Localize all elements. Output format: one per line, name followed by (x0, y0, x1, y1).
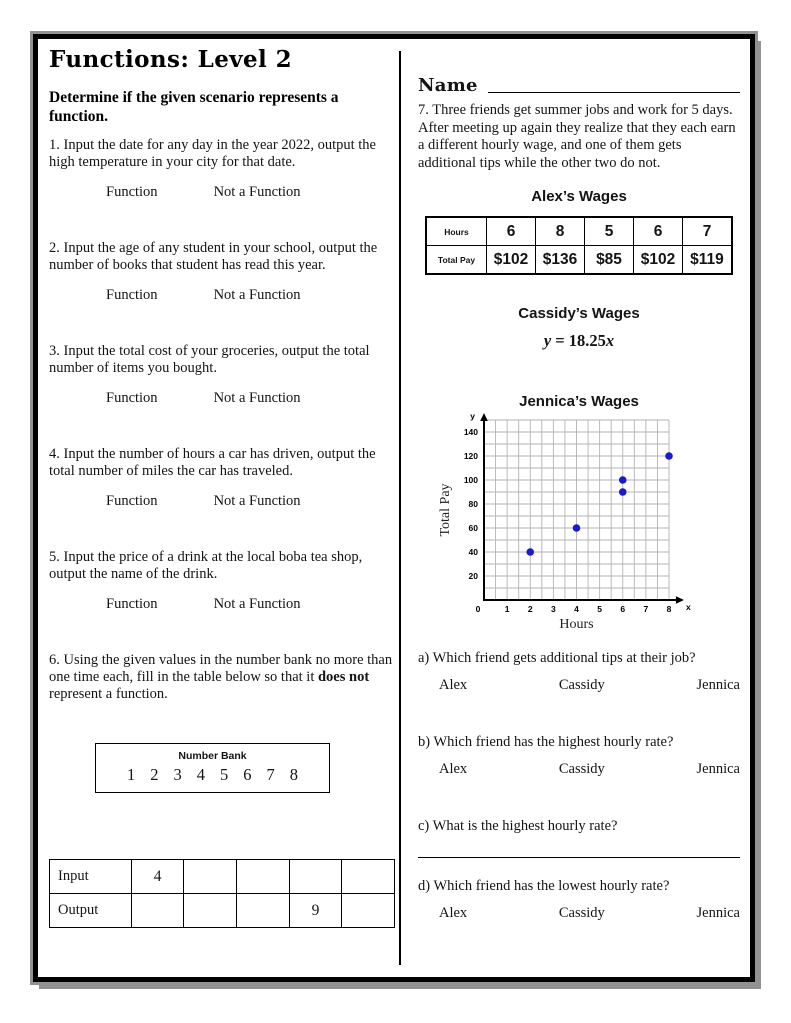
svg-text:2: 2 (527, 604, 533, 614)
not-a-function-option[interactable]: Not a Function (213, 184, 301, 200)
input-cell-1: 4 (131, 860, 184, 894)
svg-text:Hours: Hours (559, 617, 594, 632)
svg-text:y: y (470, 412, 475, 421)
hours-value: 8 (536, 217, 585, 246)
number-bank-value: 8 (289, 765, 298, 784)
total-pay-value: $85 (585, 246, 634, 275)
input-output-table (49, 859, 395, 928)
not-a-function-option[interactable]: Not a Function (213, 287, 301, 303)
svg-text:0: 0 (475, 604, 481, 614)
left-column (49, 39, 395, 928)
cassidy-wages-title: Cassidy’s Wages (518, 305, 640, 322)
function-option[interactable]: Function (106, 390, 158, 406)
alex-wages-title: Alex’s Wages (531, 188, 627, 205)
question-4-text: 4. Input the number of hours a car has driven, output the total number of miles the car has traveled. (49, 446, 376, 479)
number-bank-title: Number Bank (178, 750, 247, 762)
hours-value: 7 (683, 217, 733, 246)
svg-text:80: 80 (468, 499, 478, 509)
page-border-frame (33, 34, 755, 982)
answer-option-cassidy[interactable]: Cassidy (558, 905, 605, 921)
sub-question-d-label: d) Which friend has the lowest hourly rate? (418, 878, 670, 894)
svg-text:120: 120 (463, 451, 478, 461)
total-pay-value: $119 (683, 246, 733, 275)
function-option[interactable]: Function (106, 596, 158, 612)
question-3-text: 3. Input the total cost of your groceries, output the total number of items you bought. (49, 343, 370, 376)
function-option[interactable]: Function (106, 287, 158, 303)
question-5 (49, 549, 395, 652)
input-row-label: Input (50, 860, 132, 894)
svg-text:4: 4 (574, 604, 579, 614)
question-5-text: 5. Input the price of a drink at the local boba tea shop, output the name of the drink. (49, 549, 363, 582)
question-5-options (106, 596, 395, 613)
jennica-wages-chart-wrap (436, 412, 740, 639)
svg-text:Total Pay: Total Pay (438, 483, 453, 537)
input-cell-4[interactable] (289, 860, 342, 894)
question-1-text: 1. Input the date for any day in the year 2022, output the high temperature in your city for that date. (49, 137, 376, 170)
svg-text:60: 60 (468, 523, 478, 533)
svg-text:5: 5 (597, 604, 602, 614)
question-1-options (106, 184, 395, 201)
question-3 (49, 343, 395, 446)
svg-text:1: 1 (504, 604, 510, 614)
hours-value: 5 (585, 217, 634, 246)
answer-option-cassidy[interactable]: Cassidy (558, 761, 605, 777)
output-cell-2[interactable] (184, 894, 237, 928)
jennica-wages-title: Jennica’s Wages (519, 393, 639, 410)
page-title: Functions: Level 2 (49, 46, 292, 73)
svg-text:40: 40 (468, 547, 478, 557)
cassidy-wage-equation: y = 18.25x (543, 331, 615, 350)
answer-option-jennica[interactable]: Jennica (696, 677, 740, 693)
sub-question-a-options (418, 677, 740, 694)
number-bank-value: 3 (173, 765, 182, 784)
not-a-function-option[interactable]: Not a Function (213, 596, 301, 612)
svg-text:140: 140 (463, 427, 478, 437)
input-cell-5[interactable] (342, 860, 395, 894)
output-cell-3[interactable] (237, 894, 290, 928)
question-2-options (106, 287, 395, 304)
input-cell-3[interactable] (237, 860, 290, 894)
number-bank-box (95, 743, 330, 793)
answer-option-jennica[interactable]: Jennica (696, 761, 740, 777)
output-cell-4: 9 (289, 894, 342, 928)
not-a-function-option[interactable]: Not a Function (213, 390, 301, 406)
answer-option-alex[interactable]: Alex (439, 677, 468, 693)
svg-text:7: 7 (643, 604, 649, 614)
sub-question-b-label: b) Which friend has the highest hourly rate? (418, 734, 674, 750)
not-a-function-option[interactable]: Not a Function (213, 493, 301, 509)
svg-text:100: 100 (463, 475, 478, 485)
answer-option-jennica[interactable]: Jennica (696, 905, 740, 921)
right-column (418, 39, 740, 922)
instructions-text: Determine if the given scenario represents a function. (49, 89, 339, 125)
answer-option-alex[interactable]: Alex (439, 905, 468, 921)
hours-label: Hours (426, 217, 487, 246)
total-pay-label: Total Pay (426, 246, 487, 275)
answer-option-alex[interactable]: Alex (439, 761, 468, 777)
question-4 (49, 446, 395, 549)
number-bank-value: 7 (266, 765, 275, 784)
jennica-wages-scatter-chart (436, 412, 714, 634)
svg-text:6: 6 (620, 604, 626, 614)
function-option[interactable]: Function (106, 184, 158, 200)
sub-question-c-label: c) What is the highest hourly rate? (418, 818, 618, 834)
sub-question-d (418, 877, 740, 922)
name-row (418, 75, 740, 96)
total-pay-value: $102 (487, 246, 536, 275)
question-7-text: 7. Three friends get summer jobs and work for 5 days. After meeting up again they realize that they each earn a different hourly wage, and one of them gets additional tips while the other two do not. (418, 102, 736, 171)
alex-wages-table (425, 216, 733, 275)
number-bank-value: 6 (243, 765, 252, 784)
question-3-options (106, 390, 395, 407)
sub-question-d-options (418, 905, 740, 922)
number-bank-value: 1 (127, 765, 136, 784)
sub-question-a (418, 649, 740, 694)
svg-text:8: 8 (666, 604, 672, 614)
name-blank-line[interactable] (488, 91, 740, 93)
sub-question-a-label: a) Which friend gets additional tips at their job? (418, 650, 696, 666)
table-row-output (50, 894, 395, 928)
total-pay-value: $136 (536, 246, 585, 275)
total-pay-value: $102 (634, 246, 683, 275)
sub-question-b (418, 733, 740, 778)
column-divider (399, 51, 401, 965)
svg-text:x: x (686, 602, 691, 612)
table-row-input (50, 860, 395, 894)
svg-text:20: 20 (468, 571, 478, 581)
question-2 (49, 240, 395, 343)
answer-blank-line[interactable] (418, 857, 740, 859)
output-row-label: Output (50, 894, 132, 928)
question-2-text: 2. Input the age of any student in your school, output the number of books that student has read this year. (49, 240, 378, 273)
question-4-options (106, 493, 395, 510)
name-label: Name (418, 75, 478, 96)
number-bank-value: 4 (196, 765, 205, 784)
number-bank-value: 5 (220, 765, 229, 784)
output-cell-1[interactable] (131, 894, 184, 928)
answer-option-cassidy[interactable]: Cassidy (558, 677, 605, 693)
hours-value: 6 (487, 217, 536, 246)
table-row-hours (426, 217, 732, 246)
sub-question-c (418, 817, 740, 859)
svg-text:3: 3 (551, 604, 556, 614)
function-option[interactable]: Function (106, 493, 158, 509)
question-1 (49, 137, 395, 240)
input-cell-2[interactable] (184, 860, 237, 894)
hours-value: 6 (634, 217, 683, 246)
sub-question-b-options (418, 761, 740, 778)
output-cell-5[interactable] (342, 894, 395, 928)
table-row-total-pay (426, 246, 732, 275)
number-bank-values (96, 765, 329, 785)
number-bank-value: 2 (150, 765, 159, 784)
does-not-emphasis: does not (317, 669, 370, 685)
question-6-text: 6. Using the given values in the number bank no more than one time each, fill in the table below so that it does not represent a function. (49, 652, 393, 702)
